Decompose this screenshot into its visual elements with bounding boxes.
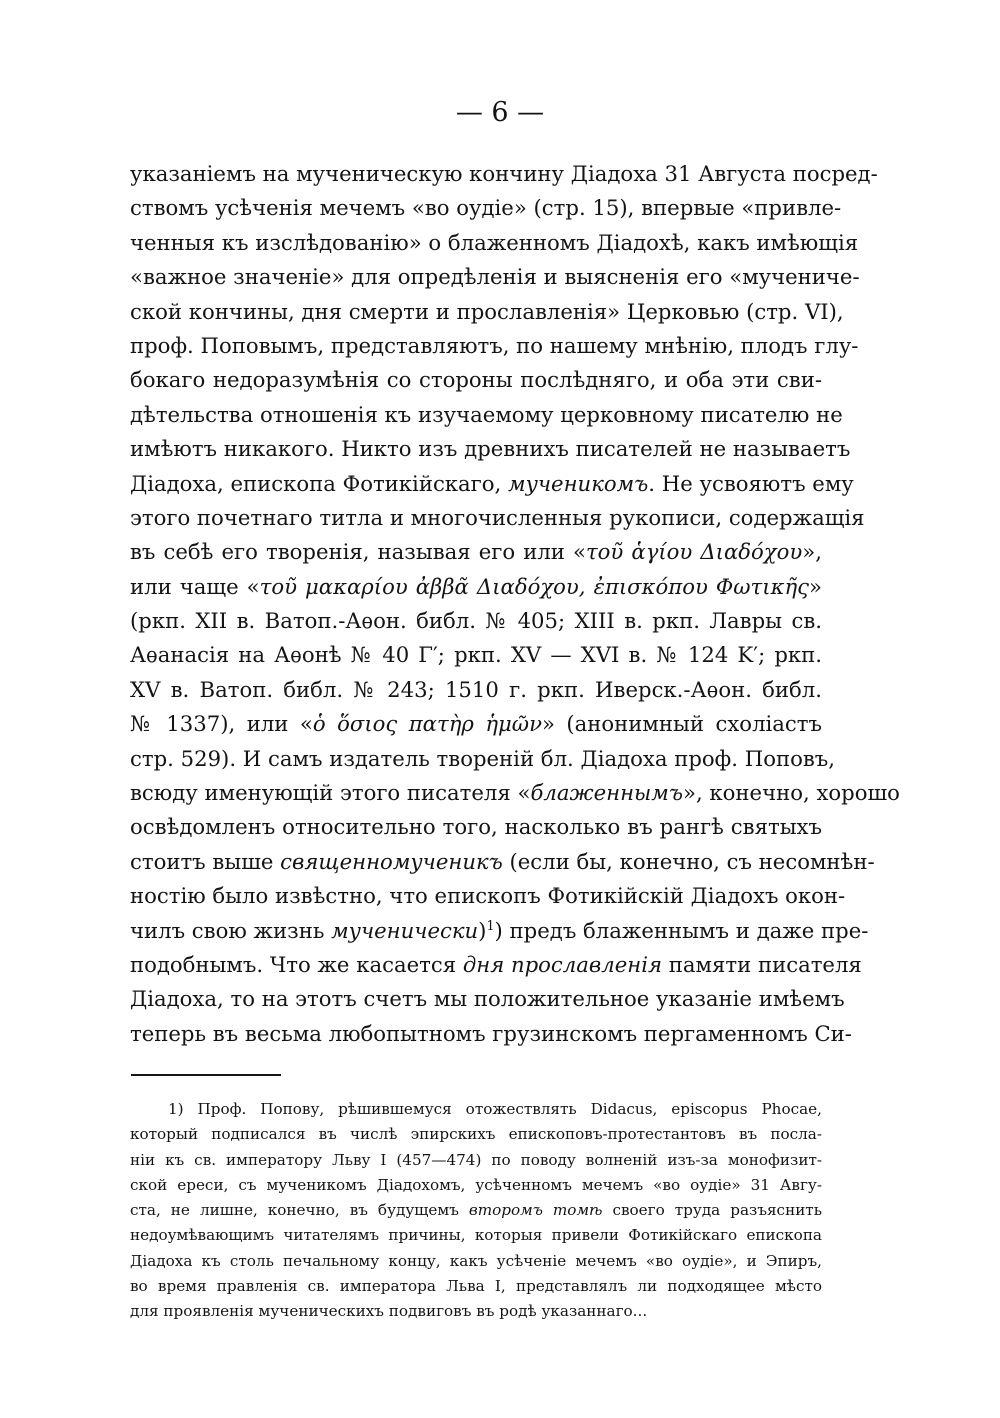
text-run: или чаще « <box>130 573 260 599</box>
text-run: ) <box>478 917 487 943</box>
text-run: чилъ свою жизнь <box>130 917 332 943</box>
text-line <box>130 398 843 432</box>
text-run: недоумѣвающимъ читателямъ причины, которыя привели Фотикійскаго епископа <box>130 1226 822 1245</box>
text-line <box>130 810 822 844</box>
text-run: », <box>802 539 822 565</box>
italic-text: священномученикъ <box>280 848 503 874</box>
text-run: бокаго недоразумѣнія со стороны послѣдняго, и оба эти сви- <box>130 367 822 393</box>
text-run: ской ереси, съ мученикомъ Діадохомъ, усѣченномъ мечемъ «во оудіе» 31 Авгу- <box>130 1175 822 1194</box>
footnote-line <box>130 1122 822 1147</box>
footnote-line <box>130 1299 822 1324</box>
text-line <box>130 432 851 466</box>
text-run: (если бы, конечно, съ несомнѣн- <box>502 848 875 874</box>
text-line <box>130 363 822 397</box>
text-line <box>130 226 859 260</box>
text-line <box>130 707 822 741</box>
text-line <box>130 295 844 329</box>
text-line <box>130 191 842 225</box>
text-line <box>130 604 822 638</box>
text-line <box>130 673 822 707</box>
italic-text: τοῦ μακαρίου ἀββᾶ Διαδόχου, ἐπισκόπου Φωτικῆς <box>259 573 810 599</box>
text-run: своего труда разъяснить <box>602 1201 822 1220</box>
text-line <box>130 845 875 879</box>
text-run: » (анонимный схоліастъ <box>541 711 823 737</box>
italic-text: мученикомъ <box>508 470 649 496</box>
text-run: ніи къ св. императору Льву I (457—474) по поводу волненій изъ-за монофизит- <box>130 1150 822 1169</box>
text-run: 1) Проф. Попову, рѣшившемуся отожествлять Didacus, episcopus Phocae, <box>168 1100 822 1118</box>
text-run: ностію было извѣстно, что епископъ Фотикійскій Діадохъ окон- <box>130 883 846 909</box>
text-run: стр. 529). И самъ издатель твореній бл. Діадоха проф. Поповъ, <box>130 745 835 771</box>
main-text <box>130 157 900 1051</box>
page-number: — 6 — <box>455 97 545 128</box>
text-run: ствомъ усѣченія мечемъ «во оудіе» (стр. 15), впервые «привле- <box>130 195 842 221</box>
text-run: «важное значеніе» для опредѣленія и выясненія его «мучениче- <box>130 264 860 290</box>
italic-text: второмъ томѣ <box>468 1201 603 1220</box>
text-run: дѣтельства отношенія къ изучаемому церковному писателю не <box>130 401 843 427</box>
text-run: во время правленія св. императора Льва I, представлялъ ли подходящее мѣсто <box>130 1277 822 1296</box>
text-run: . Не усвояютъ ему <box>648 470 854 496</box>
text-run: всюду именующій этого писателя « <box>130 780 531 806</box>
text-line <box>130 1017 852 1051</box>
text-line <box>130 776 900 810</box>
footnote-line <box>130 1198 822 1223</box>
text-run: стоитъ выше <box>130 848 281 874</box>
text-line <box>130 948 862 982</box>
text-run: подобнымъ. Что же касается <box>130 951 463 977</box>
footnote-line <box>130 1097 822 1122</box>
text-run: указаніемъ на мученическую кончину Діадоха 31 Августа посред- <box>130 161 878 186</box>
text-run: теперь въ весьма любопытномъ грузинскомъ пергаменномъ Си- <box>130 1020 852 1046</box>
footnote-line <box>130 1223 822 1248</box>
text-line <box>130 982 845 1016</box>
text-run: », конечно, хорошо <box>683 780 900 806</box>
italic-text: дня прославленія <box>462 951 663 977</box>
text-line <box>130 157 878 191</box>
text-line <box>130 501 865 535</box>
text-run: Аѳанасія на Аѳонѣ № 40 Γ′; ркп. XV — XVI в. № 124 K′; ркп. <box>130 642 822 668</box>
text-run: № 1337), или « <box>130 711 313 737</box>
text-line <box>130 329 859 363</box>
text-line <box>130 742 835 776</box>
text-run: Діадоха, епископа Фотикійскаго, <box>130 470 509 496</box>
text-run: ской кончины, дня смерти и прославленія» Церковью (стр. VI), <box>130 298 844 324</box>
text-line <box>130 535 822 569</box>
footnote-marker: 1 <box>486 917 495 933</box>
text-run: ченныя къ изслѣдованію» о блаженномъ Діадохѣ, какъ имѣющія <box>130 229 859 255</box>
text-line <box>130 914 869 948</box>
text-run: ) предъ блаженнымъ и даже пре- <box>494 917 869 943</box>
footnote-line <box>130 1274 822 1299</box>
italic-text: ὁ ὅσιος πατὴρ ἡμῶν <box>312 711 542 737</box>
text-line <box>130 467 854 501</box>
italic-text: мученически <box>331 917 479 943</box>
text-run: памяти писателя <box>662 951 862 977</box>
text-run: для проявленія мученическихъ подвиговъ въ родѣ указаннаго... <box>130 1302 648 1321</box>
footnote-line <box>130 1173 822 1198</box>
text-line <box>130 570 822 604</box>
text-run: который подписался въ числѣ эпирскихъ епископовъ-протестантовъ въ посла- <box>130 1125 822 1144</box>
footnote-separator <box>131 1074 281 1076</box>
footnote-line <box>130 1148 822 1173</box>
text-run: XV в. Ватоп. библ. № 243; 1510 г. ркп. Иверск.-Аѳон. библ. <box>130 676 822 702</box>
text-line <box>130 638 822 672</box>
italic-text: блаженнымъ <box>530 780 683 806</box>
text-run: » <box>809 573 822 599</box>
text-run: имѣютъ никакого. Никто изъ древнихъ писателей не называетъ <box>130 436 851 462</box>
text-run: проф. Поповымъ, представляютъ, по нашему мнѣнію, плодъ глу- <box>130 332 859 358</box>
footnote-line <box>130 1249 822 1274</box>
text-line <box>130 879 846 913</box>
text-run: освѣдомленъ относительно того, насколько въ рангѣ святыхъ <box>130 814 822 840</box>
text-line <box>130 260 860 294</box>
text-run: (ркп. XII в. Ватоп.-Аѳон. библ. № 405; XIII в. ркп. Лавры св. <box>130 608 822 634</box>
text-run: Діадоха, то на этотъ счетъ мы положительное указаніе имѣемъ <box>130 986 845 1012</box>
text-run: Діадоха къ столь печальному концу, какъ усѣченіе мечемъ «во оудіе», и Эпиръ, <box>130 1251 822 1270</box>
text-run: ста, не лишне, конечно, въ будущемъ <box>130 1201 469 1220</box>
italic-text: τοῦ ἁγίου Διαδόχου <box>585 539 803 565</box>
footnotes <box>130 1097 822 1325</box>
text-run: этого почетнаго титла и многочисленныя рукописи, содержащія <box>130 504 865 530</box>
text-run: въ себѣ его творенія, называя его или « <box>130 539 586 565</box>
